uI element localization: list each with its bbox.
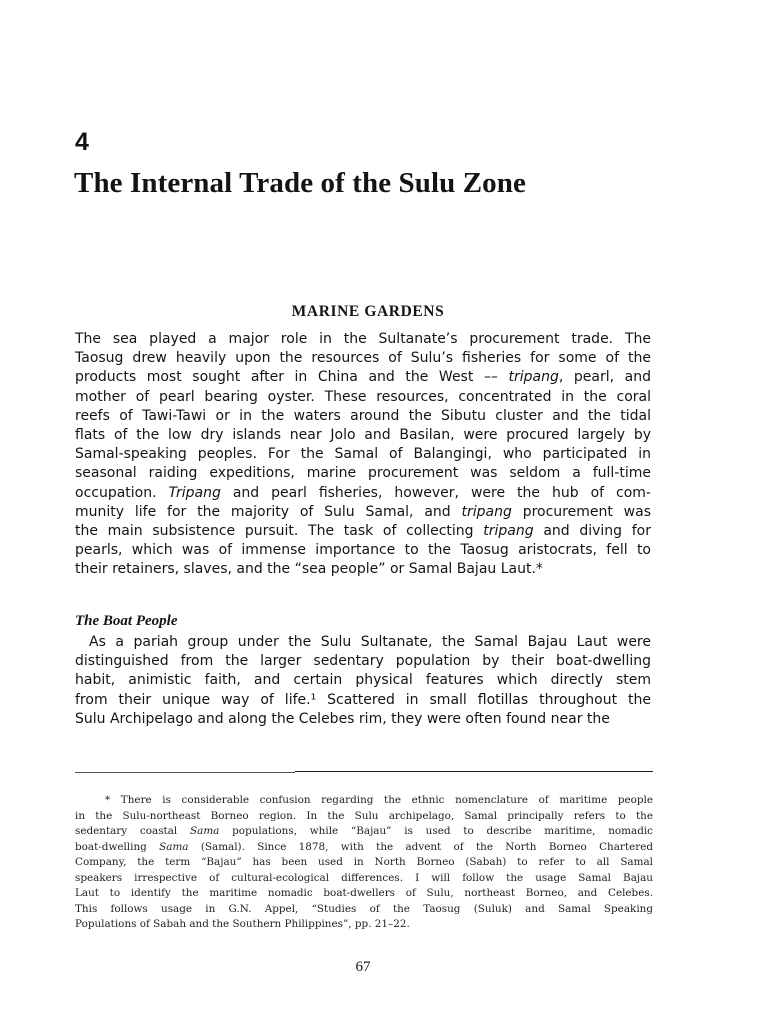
footnote-rule-thick bbox=[295, 771, 653, 772]
italic-term: Tripang bbox=[168, 484, 221, 501]
text-line: munity life for the majority of Sulu Samal, and tripang procurement was bbox=[75, 503, 651, 520]
italic-term: Sama bbox=[159, 840, 189, 853]
text-line: seasonal raiding expeditions, marine procurement was seldom a full-time bbox=[75, 465, 651, 482]
paragraph-marine-gardens bbox=[75, 330, 651, 580]
text-line: As a pariah group under the Sulu Sultanate, the Samal Bajau Laut were bbox=[89, 634, 651, 650]
text-line: Taosug drew heavily upon the resources of Sulu’s fisheries for some of the bbox=[75, 350, 651, 367]
text-line: speakers irrespective of cultural-ecological differences. I will follow the usage Samal Bajau bbox=[75, 871, 653, 884]
chapter-title: The Internal Trade of the Sulu Zone bbox=[74, 167, 526, 199]
text-line: the main subsistence pursuit. The task of collecting tripang and diving for bbox=[75, 523, 651, 540]
italic-term: tripang bbox=[508, 369, 559, 386]
section-heading: MARINE GARDENS bbox=[291, 303, 445, 320]
chapter-number: 4 bbox=[75, 128, 89, 156]
text-line: flats of the low dry islands near Jolo and Basilan, were procured largely by bbox=[75, 427, 651, 444]
text-line: reefs of Tawi-Tawi or in the waters around the Sibutu cluster and the tidal bbox=[75, 407, 651, 424]
text-line: The sea played a major role in the Sultanate’s procurement trade. The bbox=[75, 331, 651, 347]
text-line: * There is considerable confusion regarding the ethnic nomenclature of maritime people bbox=[105, 794, 653, 806]
text-line: products most sought after in China and the West –– tripang, pearl, and bbox=[75, 369, 651, 386]
italic-term: tripang bbox=[483, 523, 534, 540]
text-line: habit, animistic faith, and certain physical features which directly stem bbox=[75, 672, 651, 689]
text-line: from their unique way of life.¹ Scattered in small flotillas throughout the bbox=[75, 691, 651, 708]
italic-term: Sama bbox=[190, 825, 220, 837]
page-number: 67 bbox=[355, 959, 371, 975]
text-line: Company, the term “Bajau” has been used in North Borneo (Sabah) to refer to all Samal bbox=[75, 856, 653, 868]
text-line: boat-dwelling Sama (Samal). Since 1878, with the advent of the North Borneo Chartered bbox=[75, 840, 653, 853]
subheading-boat-people: The Boat People bbox=[75, 613, 178, 629]
text-line: This follows usage in G.N. Appel, “Studies of the Taosug (Suluk) and Samal Speaking bbox=[75, 902, 653, 915]
paragraph-boat-people bbox=[75, 633, 651, 729]
text-line: mother of pearl bearing oyster. These resources, concentrated in the coral bbox=[75, 388, 651, 405]
text-line: in the Sulu-northeast Borneo region. In the Sulu archipelago, Samal principally refers to the bbox=[75, 809, 653, 822]
footnote-rule-thin bbox=[75, 772, 295, 773]
footnote bbox=[75, 793, 653, 933]
text-line: their retainers, slaves, and the “sea people” or Samal Bajau Laut.* bbox=[75, 561, 543, 578]
text-line: Populations of Sabah and the Southern Philippines”, pp. 21–22. bbox=[75, 918, 410, 930]
text-line: Laut to identify the maritime nomadic boat-dwellers of Sulu, northeast Borneo, and Celebes. bbox=[75, 887, 653, 899]
text-line: Sulu Archipelago and along the Celebes rim, they were often found near the bbox=[75, 710, 610, 727]
text-line: sedentary coastal Sama populations, while “Bajau” is used to describe maritime, nomadic bbox=[75, 825, 653, 837]
text-line: Samal-speaking peoples. For the Samal of Balangingi, who participated in bbox=[75, 446, 651, 463]
text-line: occupation. Tripang and pearl fisheries, however, were the hub of com- bbox=[75, 484, 651, 501]
italic-term: tripang bbox=[461, 503, 512, 520]
text-line: pearls, which was of immense importance to the Taosug aristocrats, fell to bbox=[75, 542, 651, 559]
text-line: distinguished from the larger sedentary population by their boat-dwelling bbox=[75, 653, 651, 670]
